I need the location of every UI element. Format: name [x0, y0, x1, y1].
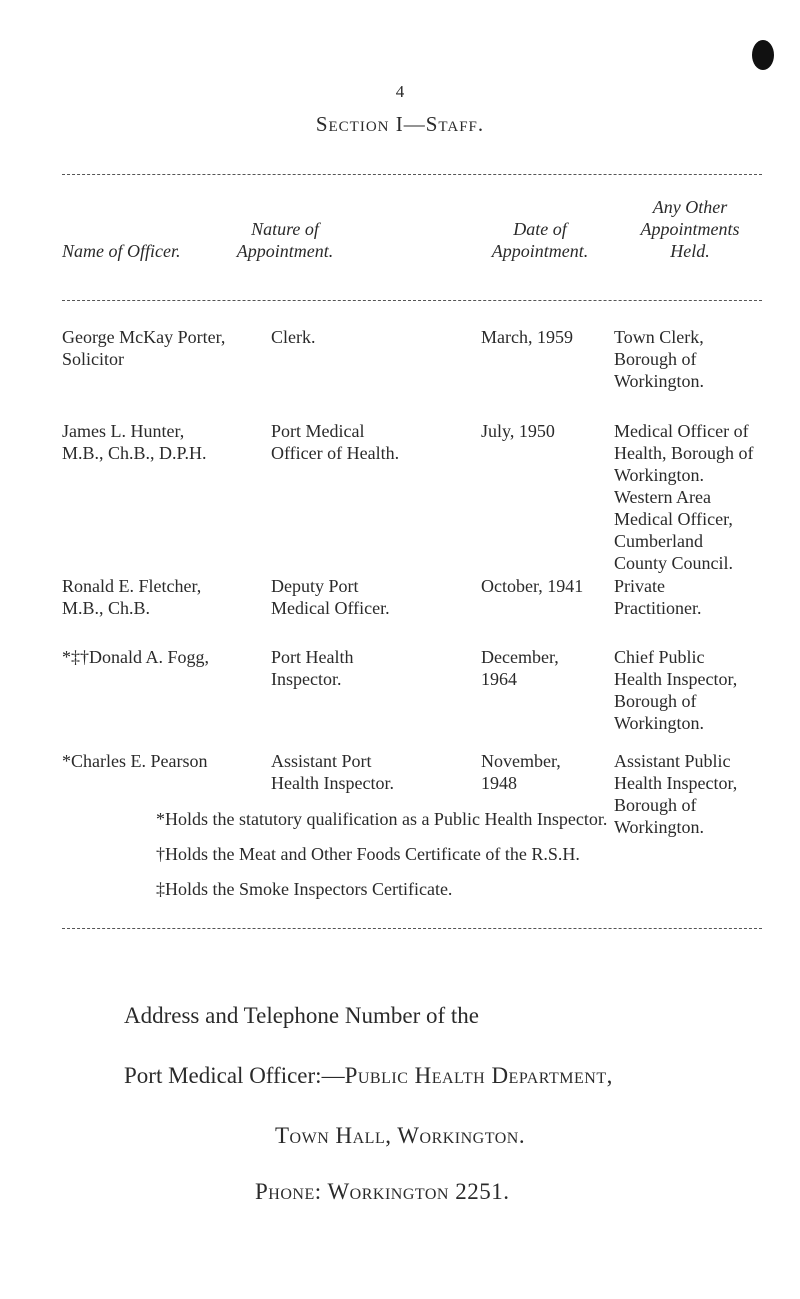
column-header-nature: Nature of Appointment. [236, 219, 334, 261]
address-phone: Phone: Workington 2251. [255, 1179, 510, 1204]
column-header-name: Name of Officer. [62, 241, 181, 261]
table-cell-other: Town Clerk, Borough of Workington. [614, 327, 705, 391]
page-number: 4 [395, 82, 405, 101]
table-cell-nature: Assistant Port Health Inspector. [271, 751, 394, 793]
table-bottom-rule [62, 928, 762, 929]
address-town-hall: Town Hall, Workington. [275, 1123, 526, 1148]
table-cell-date: November, 1948 [481, 751, 561, 793]
table-cell-other: Medical Officer of Health, Borough of Workington. Western Area Medical Officer, Cumberland County Council. [614, 421, 754, 573]
punch-hole-mark [752, 40, 774, 70]
table-cell-nature: Clerk. [271, 327, 316, 347]
table-cell-other: Assistant Public Health Inspector, Borough of Workington. [614, 751, 738, 837]
column-header-date: Date of Appointment. [491, 219, 589, 261]
table-cell-name: Ronald E. Fletcher, M.B., Ch.B. [62, 576, 202, 618]
footnote-statutory-qualification: *Holds the statutory qualification as a Public Health Inspector. [156, 809, 608, 829]
address-label: Port Medical Officer:— [124, 1063, 345, 1088]
table-cell-date: December, 1964 [481, 647, 559, 689]
table-cell-other: Chief Public Health Inspector, Borough of Workington. [614, 647, 738, 733]
address-department: Public Health Department, [344, 1063, 613, 1088]
table-cell-date: March, 1959 [481, 327, 573, 347]
footnote-meat-certificate: †Holds the Meat and Other Foods Certificate of the R.S.H. [156, 844, 580, 864]
table-cell-name: George McKay Porter, Solicitor [62, 327, 226, 369]
footnote-smoke-certificate: ‡Holds the Smoke Inspectors Certificate. [156, 879, 453, 899]
address-line-department [124, 1062, 613, 1090]
section-title: Section I—Staff. [315, 112, 485, 136]
table-header-rule [62, 300, 762, 301]
address-heading: Address and Telephone Number of the [124, 1003, 480, 1028]
table-cell-other: Private Practitioner. [614, 576, 702, 618]
table-cell-name: *Charles E. Pearson [62, 751, 208, 771]
table-cell-nature: Port Health Inspector. [271, 647, 354, 689]
table-cell-date: July, 1950 [481, 421, 555, 441]
column-header-other: Any Other Appointments Held. [640, 197, 740, 261]
table-cell-nature: Port Medical Officer of Health. [271, 421, 400, 463]
table-cell-name: *‡†Donald A. Fogg, [62, 647, 210, 667]
table-top-rule [62, 174, 762, 175]
table-cell-nature: Deputy Port Medical Officer. [271, 576, 390, 618]
table-cell-date: October, 1941 [481, 576, 584, 596]
table-cell-name: James L. Hunter, M.B., Ch.B., D.P.H. [62, 421, 207, 463]
